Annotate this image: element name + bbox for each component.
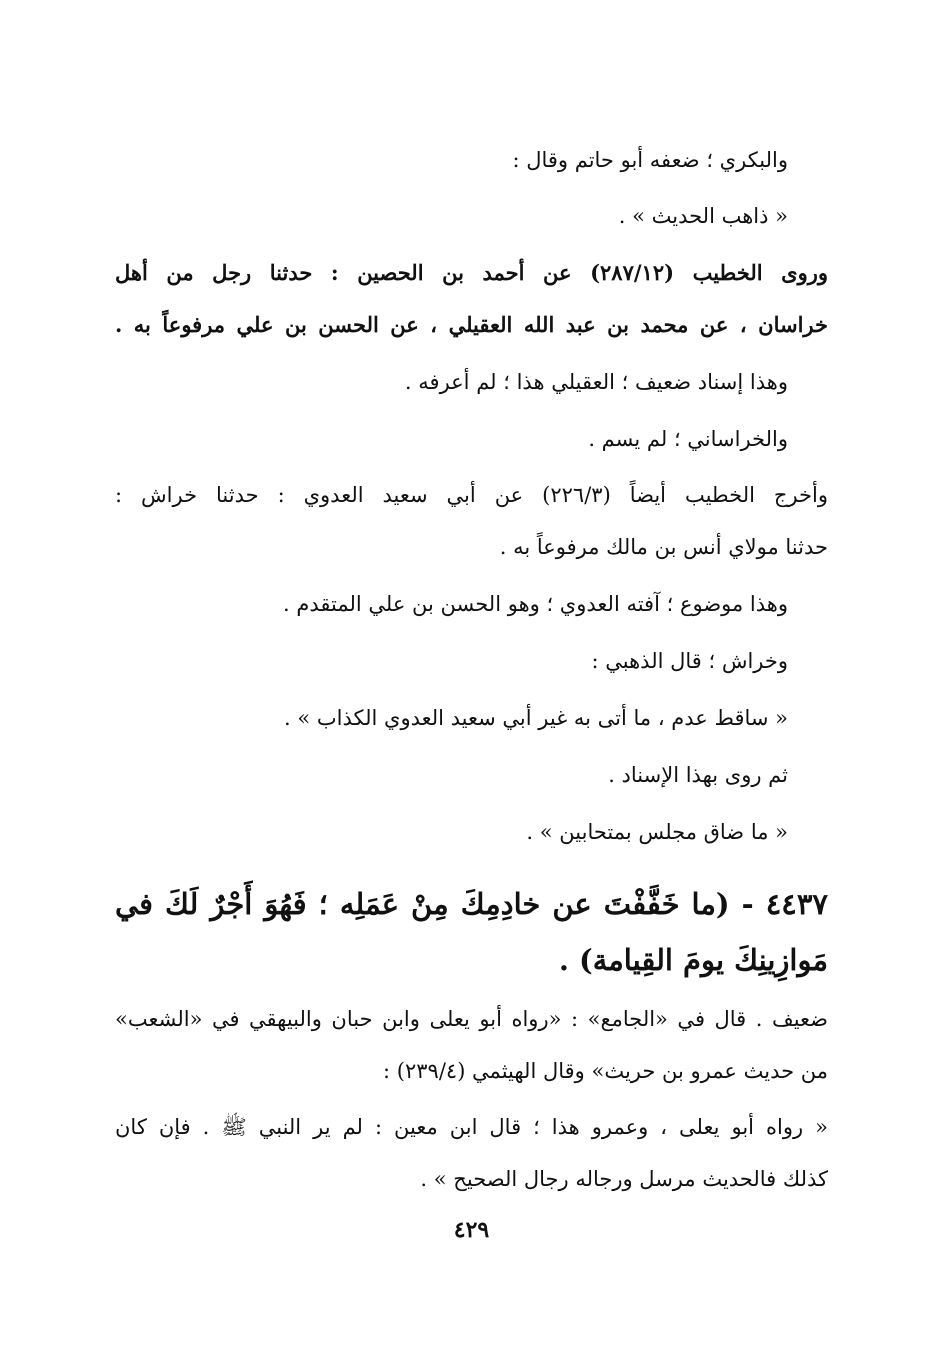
text-line: والخراساني ؛ لم يسم . [588, 427, 788, 451]
text-line: وهذا موضوع ؛ آفته العدوي ؛ وهو الحسن بن علي المتقدم . [282, 592, 788, 616]
text-line: « ذاهب الحديث » . [618, 204, 788, 228]
text-line: وأخرج الخطيب أيضاً (٢٢٦/٣) عن أبي سعيد العدوي : حدثنا خراش : [115, 483, 828, 507]
text-line: « ساقط عدم ، ما أتى به غير أبي سعيد العدوي الكذاب » . [284, 706, 788, 730]
text-line: « رواه أبو يعلى ، وعمرو هذا ؛ قال ابن معين : لم ير النبي ﷺ . فإن كان [115, 1115, 828, 1139]
text-line: والبكري ؛ ضعفه أبو حاتم وقال : [512, 148, 788, 172]
text-line: من حديث عمرو بن حريث» وقال الهيثمي (٢٣٩/٤) : [383, 1059, 828, 1083]
hadith-heading-continued: مَوازِينِكَ يومَ القِيامة) . [558, 943, 828, 977]
hadith-heading: ٤٤٣٧ - (ما خَفَّفْتَ عن خادِمِكَ مِنْ عَمَلِه ؛ فَهُوَ أَجْرٌ لَكَ في [115, 887, 828, 921]
text-line: وروى الخطيب (٢٨٧/١٢) عن أحمد بن الحصين : حدثنا رجل من أهل [115, 260, 828, 285]
text-line: كذلك فالحديث مرسل ورجاله رجال الصحيح » . [420, 1167, 828, 1191]
text-line: خراسان ، عن محمد بن عبد الله العقيلي ، عن الحسن بن علي مرفوعاً به . [115, 312, 828, 337]
text-line: وخراش ؛ قال الذهبي : [591, 649, 788, 673]
page-number: ٤٢٩ [453, 1217, 490, 1243]
text-line: وهذا إسناد ضعيف ؛ العقيلي هذا ؛ لم أعرفه . [404, 370, 788, 394]
text-line: ضعيف . قال في «الجامع» : «رواه أبو يعلى وابن حبان والبيهقي في «الشعب» [115, 1007, 828, 1031]
text-line: ثم روى بهذا الإسناد . [608, 763, 788, 787]
text-line: حدثنا مولاي أنس بن مالك مرفوعاً به . [499, 535, 828, 559]
text-line: « ما ضاق مجلس بمتحابين » . [526, 820, 788, 844]
